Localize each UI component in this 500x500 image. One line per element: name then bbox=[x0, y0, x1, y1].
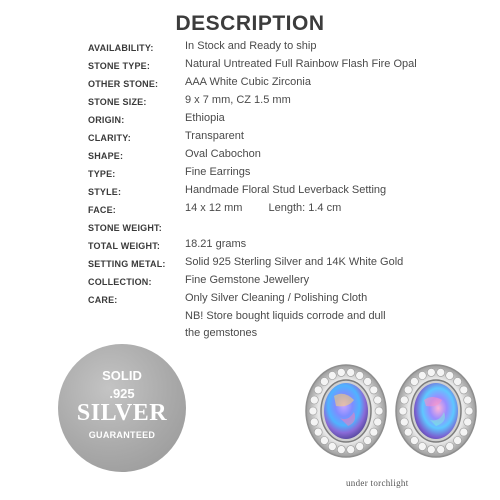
photo-caption: under torchlight bbox=[346, 478, 409, 488]
cz-stone bbox=[418, 372, 426, 380]
spec-value: Fine Earrings bbox=[185, 166, 251, 178]
spec-value: 18.21 grams bbox=[185, 238, 247, 250]
spec-value: In Stock and Ready to ship bbox=[185, 40, 317, 52]
spec-value: Solid 925 Sterling Silver and 14K White Gold bbox=[185, 256, 404, 268]
cz-stone bbox=[460, 386, 468, 394]
spec-value: Only Silver Cleaning / Polishing Cloth bbox=[185, 292, 368, 304]
cz-stone bbox=[437, 368, 445, 376]
spec-label: TOTAL WEIGHT: bbox=[88, 241, 161, 251]
cz-stone bbox=[356, 443, 364, 451]
cz-stone bbox=[356, 372, 364, 380]
cz-stone bbox=[454, 378, 462, 386]
spec-label: AVAILABILITY: bbox=[88, 43, 154, 53]
spec-label: OTHER STONE: bbox=[88, 79, 159, 89]
spec-value: AAA White Cubic Zirconia bbox=[185, 76, 311, 88]
cz-stone bbox=[337, 446, 345, 454]
spec-row bbox=[88, 94, 488, 112]
spec-value: 14 x 12 mm bbox=[185, 202, 243, 214]
spec-value: Transparent bbox=[185, 130, 244, 142]
spec-label: CARE: bbox=[88, 295, 118, 305]
silver-guarantee-badge bbox=[58, 344, 186, 472]
cz-stone bbox=[310, 418, 318, 426]
spec-label: FACE: bbox=[88, 205, 116, 215]
cz-stone bbox=[404, 428, 412, 436]
spec-label: SETTING METAL: bbox=[88, 259, 166, 269]
cz-stone bbox=[427, 368, 435, 376]
cz-stone bbox=[410, 378, 418, 386]
spec-value: Fine Gemstone Jewellery bbox=[185, 274, 310, 286]
spec-row bbox=[88, 130, 488, 148]
cz-stone bbox=[374, 418, 382, 426]
cz-stone bbox=[364, 378, 372, 386]
spec-label: STONE SIZE: bbox=[88, 97, 147, 107]
care-note-row bbox=[88, 327, 488, 344]
cz-stone bbox=[314, 428, 322, 436]
cz-stone bbox=[328, 443, 336, 451]
spec-label: ORIGIN: bbox=[88, 115, 125, 125]
cz-stone bbox=[454, 437, 462, 445]
cz-stone bbox=[320, 437, 328, 445]
cz-stone bbox=[347, 368, 355, 376]
spec-row bbox=[88, 166, 488, 184]
spec-row bbox=[88, 40, 488, 58]
earring-left bbox=[306, 365, 386, 457]
spec-row bbox=[88, 112, 488, 130]
spec-value: 9 x 7 mm, CZ 1.5 mm bbox=[185, 94, 291, 106]
care-note-line: the gemstones bbox=[185, 327, 258, 339]
cz-stone bbox=[464, 396, 472, 404]
cz-stone bbox=[460, 428, 468, 436]
spec-value-length: Length: 1.4 cm bbox=[268, 202, 342, 214]
cz-stone bbox=[418, 443, 426, 451]
badge-solid-text: SOLID bbox=[102, 368, 142, 383]
cz-stone bbox=[364, 437, 372, 445]
cz-stone bbox=[464, 418, 472, 426]
cz-stone bbox=[427, 446, 435, 454]
spec-row bbox=[88, 220, 488, 238]
spec-label: CLARITY: bbox=[88, 133, 131, 143]
cz-stone bbox=[399, 407, 407, 415]
spec-value: Oval Cabochon bbox=[185, 148, 261, 160]
spec-value-group bbox=[185, 202, 341, 214]
cz-stone bbox=[437, 446, 445, 454]
cz-stone bbox=[410, 437, 418, 445]
cz-stone bbox=[400, 396, 408, 404]
spec-value: Handmade Floral Stud Leverback Setting bbox=[185, 184, 387, 196]
spec-row bbox=[88, 274, 488, 292]
cz-stone bbox=[370, 428, 378, 436]
spec-row bbox=[88, 58, 488, 76]
spec-value: Ethiopia bbox=[185, 112, 225, 124]
spec-row bbox=[88, 238, 488, 256]
cz-stone bbox=[314, 386, 322, 394]
cz-stone bbox=[404, 386, 412, 394]
badge-silver-text: SILVER bbox=[76, 400, 168, 426]
cz-stone bbox=[446, 372, 454, 380]
spec-row bbox=[88, 292, 488, 310]
earrings-photo bbox=[298, 356, 488, 466]
earring-right bbox=[396, 365, 476, 457]
cz-stone bbox=[370, 386, 378, 394]
cz-stone bbox=[465, 407, 473, 415]
spec-label: TYPE: bbox=[88, 169, 116, 179]
cz-stone bbox=[347, 446, 355, 454]
cz-stone bbox=[374, 396, 382, 404]
spec-label: STONE TYPE: bbox=[88, 61, 151, 71]
spec-row bbox=[88, 256, 488, 274]
cz-stone bbox=[337, 368, 345, 376]
page-title: DESCRIPTION bbox=[175, 12, 325, 35]
spec-label: SHAPE: bbox=[88, 151, 124, 161]
spec-row bbox=[88, 148, 488, 166]
spec-label: STONE WEIGHT: bbox=[88, 223, 162, 233]
cz-stone bbox=[309, 407, 317, 415]
care-note-row bbox=[88, 310, 488, 327]
spec-row bbox=[88, 202, 488, 220]
badge-925-text: .925 bbox=[109, 386, 135, 401]
cz-stone bbox=[446, 443, 454, 451]
spec-label: STYLE: bbox=[88, 187, 122, 197]
cz-stone bbox=[375, 407, 383, 415]
spec-list bbox=[88, 40, 488, 344]
spec-row bbox=[88, 76, 488, 94]
badge-guaranteed-text: GUARANTEED bbox=[88, 430, 156, 440]
cz-stone bbox=[400, 418, 408, 426]
cz-stone bbox=[320, 378, 328, 386]
spec-value: Natural Untreated Full Rainbow Flash Fire Opal bbox=[185, 58, 417, 70]
spec-label: COLLECTION: bbox=[88, 277, 152, 287]
cz-stone bbox=[310, 396, 318, 404]
spec-row bbox=[88, 184, 488, 202]
care-note-line: NB! Store bought liquids corrode and dull bbox=[185, 310, 386, 322]
cz-stone bbox=[328, 372, 336, 380]
